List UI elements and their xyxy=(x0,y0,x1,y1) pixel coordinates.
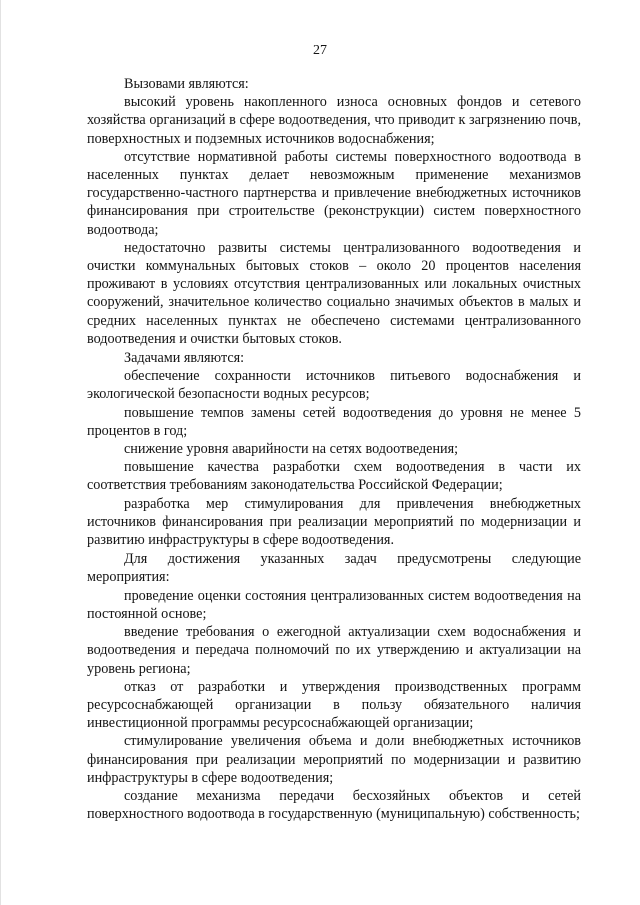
paragraph-measure-3: отказ от разработки и утверждения производственных программ ресурсоснабжающей организации в пользу обязательного наличия инвестиционной программы ресурсоснабжающей организации; xyxy=(87,678,581,732)
paragraph-challenge-3: недостаточно развиты системы централизованного водоотведения и очистки коммунальных бытовых стоков – около 20 процентов населения проживают в условиях отсутствия централизованных или локальных очистных сооружений, значительное количество социально значимых объектов в малых и средних населенных пунктах не обеспечено системами централизованного водоотведения и очистки бытовых стоков. xyxy=(87,239,581,347)
paragraph-measure-5: создание механизма передачи бесхозяйных объектов и сетей поверхностного водоотвода в государственную (муниципальную) собственность; xyxy=(87,787,581,823)
page-edge xyxy=(0,0,1,905)
paragraph-task-1: обеспечение сохранности источников питьевого водоснабжения и экологической безопасности водных ресурсов; xyxy=(87,368,581,403)
heading-challenges: Вызовами являются: xyxy=(124,76,249,92)
heading-measures: Для достижения указанных задач предусмотрены следующие мероприятия: xyxy=(87,551,581,586)
paragraph-task-2: повышение темпов замены сетей водоотведения до уровня не менее 5 процентов в год; xyxy=(87,404,581,439)
paragraph-measure-1: проведение оценки состояния централизованных систем водоотведения на постоянной основе; xyxy=(87,587,581,622)
heading-tasks: Задачами являются: xyxy=(124,350,245,367)
page-number: 27 xyxy=(313,43,327,58)
paragraph-measure-4: стимулирование увеличения объема и доли внебюджетных источников финансирования при реализации мероприятий по модернизации и развитию инфраструктуры в сфере водоотведения; xyxy=(87,733,581,786)
paragraph-task-4: повышение качества разработки схем водоотведения в части их соответствия требованиям законодательства Российской Федерации; xyxy=(87,459,581,494)
paragraph-measure-2: введение требования о ежегодной актуализации схем водоснабжения и водоотведения и передача полномочий по их утверждению и актуализации на уровень региона; xyxy=(87,624,581,677)
body-text xyxy=(87,74,581,823)
paragraph-task-3: снижение уровня аварийности на сетях водоотведения; xyxy=(124,441,459,458)
paragraph-challenge-1: высокий уровень накопленного износа основных фондов и сетевого хозяйства организаций в сфере водоотведения, что приводит к загрязнению почв, поверхностных и подземных источников водоснабжения; xyxy=(87,94,581,147)
paragraph-task-5: разработка мер стимулирования для привлечения внебюджетных источников финансирования при реализации мероприятий по модернизации и развитию инфраструктуры в сфере водоотведения. xyxy=(87,495,581,549)
paragraph-challenge-2: отсутствие нормативной работы системы поверхностного водоотвода в населенных пунктах делает невозможным применение механизмов государственно-частного партнерства и привлечение внебюджетных источников финансирования при строительстве (реконструкции) систем поверхностного водоотвода; xyxy=(87,148,581,238)
